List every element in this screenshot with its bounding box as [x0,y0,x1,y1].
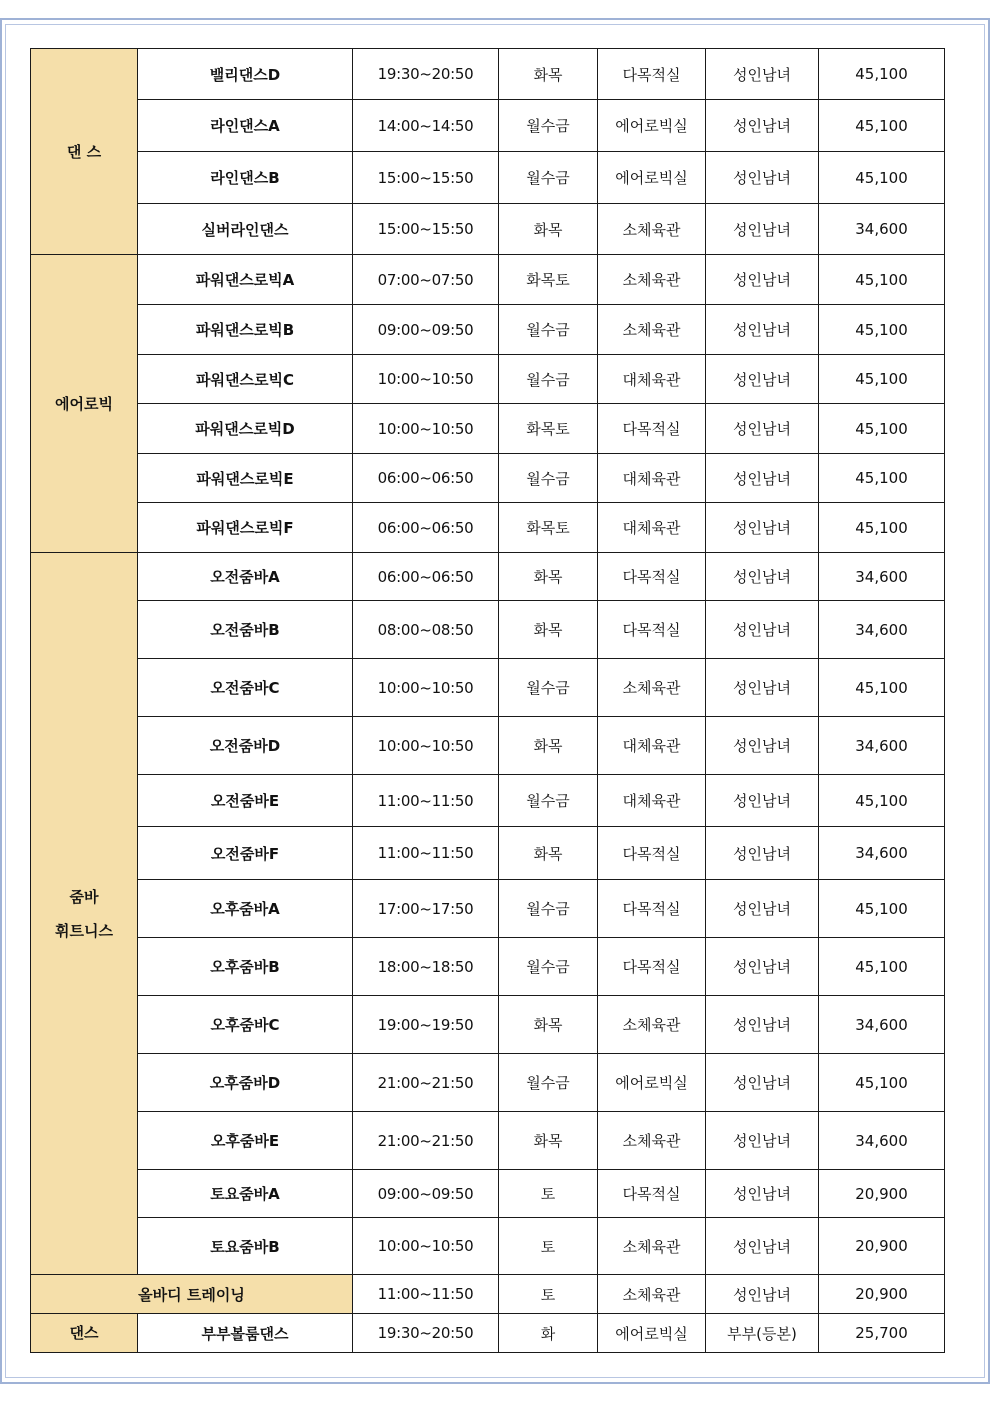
class-target: 성인남녀 [706,601,819,659]
class-room: 소체육관 [598,1112,706,1170]
table-row [31,1054,945,1112]
class-room: 다목적실 [598,553,706,601]
table-row [31,601,945,659]
class-days: 화목 [499,601,598,659]
class-days: 월수금 [499,152,598,204]
class-name: 오전줌바D [138,717,353,775]
class-target: 성인남녀 [706,152,819,204]
class-target: 성인남녀 [706,404,819,454]
class-days: 월수금 [499,775,598,827]
class-price: 45,100 [819,355,945,404]
table-row [31,1275,945,1314]
class-room: 소체육관 [598,255,706,305]
class-room: 소체육관 [598,659,706,717]
table-row [31,404,945,454]
class-room: 소체육관 [598,996,706,1054]
class-name: 라인댄스A [138,100,353,152]
class-target: 성인남녀 [706,659,819,717]
class-time: 19:00~19:50 [353,996,499,1054]
class-target: 성인남녀 [706,996,819,1054]
class-price: 34,600 [819,996,945,1054]
class-time: 15:00~15:50 [353,152,499,204]
class-target: 성인남녀 [706,503,819,553]
class-target: 성인남녀 [706,1170,819,1218]
class-days: 화목 [499,827,598,880]
class-target: 성인남녀 [706,880,819,938]
class-price: 45,100 [819,404,945,454]
class-days: 화목 [499,49,598,100]
class-name: 파워댄스로빅F [138,503,353,553]
table-row [31,1170,945,1218]
table-row [31,1112,945,1170]
class-price: 20,900 [819,1275,945,1314]
class-target: 성인남녀 [706,553,819,601]
class-price: 20,900 [819,1218,945,1275]
table-row [31,1314,945,1353]
class-price: 45,100 [819,503,945,553]
table-row [31,49,945,100]
class-room: 다목적실 [598,880,706,938]
class-name: 오후줌바B [138,938,353,996]
class-price: 45,100 [819,49,945,100]
class-time: 09:00~09:50 [353,1170,499,1218]
class-days: 화목토 [499,503,598,553]
class-room: 에어로빅실 [598,100,706,152]
class-room: 다목적실 [598,938,706,996]
class-price: 45,100 [819,305,945,355]
class-days: 월수금 [499,659,598,717]
table-row [31,938,945,996]
table-row [31,775,945,827]
class-room: 다목적실 [598,404,706,454]
class-room: 다목적실 [598,601,706,659]
class-time: 21:00~21:50 [353,1054,499,1112]
class-target: 성인남녀 [706,454,819,503]
class-target: 성인남녀 [706,1275,819,1314]
class-room: 다목적실 [598,49,706,100]
class-time: 06:00~06:50 [353,454,499,503]
class-target: 성인남녀 [706,827,819,880]
table-row [31,717,945,775]
class-days: 화목 [499,717,598,775]
class-days: 월수금 [499,454,598,503]
class-target: 성인남녀 [706,938,819,996]
class-time: 09:00~09:50 [353,305,499,355]
class-target: 성인남녀 [706,355,819,404]
class-days: 토 [499,1275,598,1314]
class-name: 실버라인댄스 [138,204,353,255]
table-row [31,454,945,503]
class-days: 화목 [499,1112,598,1170]
class-price: 34,600 [819,717,945,775]
class-price: 45,100 [819,659,945,717]
class-room: 다목적실 [598,827,706,880]
class-name: 오후줌바D [138,1054,353,1112]
table-row [31,827,945,880]
class-room: 에어로빅실 [598,1054,706,1112]
class-name: 오전줌바E [138,775,353,827]
class-days: 토 [499,1218,598,1275]
class-price: 34,600 [819,204,945,255]
class-price: 34,600 [819,827,945,880]
class-days: 월수금 [499,1054,598,1112]
table-row [31,152,945,204]
category-dance-couple: 댄스 [31,1314,138,1353]
class-target: 성인남녀 [706,204,819,255]
class-days: 월수금 [499,938,598,996]
class-name: 토요줌바B [138,1218,353,1275]
class-time: 11:00~11:50 [353,775,499,827]
table-row [31,553,945,601]
class-room: 에어로빅실 [598,152,706,204]
class-name: 오후줌바E [138,1112,353,1170]
class-name: 부부볼룸댄스 [138,1314,353,1353]
class-room: 대체육관 [598,454,706,503]
class-days: 월수금 [499,305,598,355]
class-price: 45,100 [819,1054,945,1112]
class-time: 18:00~18:50 [353,938,499,996]
class-target: 성인남녀 [706,775,819,827]
class-days: 토 [499,1170,598,1218]
class-room: 소체육관 [598,204,706,255]
class-price: 45,100 [819,880,945,938]
class-time: 19:30~20:50 [353,1314,499,1353]
class-price: 45,100 [819,100,945,152]
class-name: 오전줌바F [138,827,353,880]
class-days: 월수금 [499,880,598,938]
class-name: 파워댄스로빅C [138,355,353,404]
class-name: 오전줌바B [138,601,353,659]
class-target: 성인남녀 [706,1218,819,1275]
class-days: 화목토 [499,255,598,305]
class-time: 21:00~21:50 [353,1112,499,1170]
class-name: 오후줌바C [138,996,353,1054]
class-time: 06:00~06:50 [353,503,499,553]
class-days: 화목 [499,204,598,255]
class-name: 밸리댄스D [138,49,353,100]
class-price: 45,100 [819,775,945,827]
class-time: 10:00~10:50 [353,1218,499,1275]
class-name: 파워댄스로빅A [138,255,353,305]
class-room: 에어로빅실 [598,1314,706,1353]
table-row [31,880,945,938]
class-name: 파워댄스로빅E [138,454,353,503]
class-time: 08:00~08:50 [353,601,499,659]
class-price: 45,100 [819,255,945,305]
class-days: 월수금 [499,355,598,404]
category-dance: 댄 스 [31,49,138,255]
class-name: 오후줌바A [138,880,353,938]
class-days: 화목 [499,996,598,1054]
table-row [31,1218,945,1275]
class-target: 성인남녀 [706,1112,819,1170]
class-room: 대체육관 [598,775,706,827]
class-price: 45,100 [819,938,945,996]
class-time: 14:00~14:50 [353,100,499,152]
class-price: 34,600 [819,1112,945,1170]
class-target: 성인남녀 [706,255,819,305]
class-name: 파워댄스로빅B [138,305,353,355]
class-target: 성인남녀 [706,717,819,775]
class-target: 성인남녀 [706,1054,819,1112]
class-room: 소체육관 [598,1275,706,1314]
class-room: 대체육관 [598,503,706,553]
category-aerobic: 에어로빅 [31,255,138,553]
table-row [31,355,945,404]
table-row [31,100,945,152]
allbody-training-label: 올바디 트레이닝 [31,1275,353,1314]
class-price: 34,600 [819,553,945,601]
class-name: 라인댄스B [138,152,353,204]
class-price: 45,100 [819,152,945,204]
class-room: 소체육관 [598,1218,706,1275]
class-target: 성인남녀 [706,100,819,152]
category-line: 휘트니스 [55,921,113,940]
class-days: 월수금 [499,100,598,152]
class-time: 07:00~07:50 [353,255,499,305]
class-room: 다목적실 [598,1170,706,1218]
table-row [31,996,945,1054]
class-name: 파워댄스로빅D [138,404,353,454]
class-name: 토요줌바A [138,1170,353,1218]
category-line: 줌바 [69,887,99,906]
class-price: 34,600 [819,601,945,659]
class-days: 화목 [499,553,598,601]
class-target: 부부(등본) [706,1314,819,1353]
table-row [31,305,945,355]
class-target: 성인남녀 [706,305,819,355]
table-row [31,204,945,255]
class-room: 소체육관 [598,305,706,355]
class-price: 25,700 [819,1314,945,1353]
class-time: 17:00~17:50 [353,880,499,938]
class-schedule-table [30,48,945,1353]
class-room: 대체육관 [598,355,706,404]
class-time: 11:00~11:50 [353,1275,499,1314]
class-time: 10:00~10:50 [353,659,499,717]
table-row [31,255,945,305]
class-name: 오전줌바A [138,553,353,601]
class-time: 10:00~10:50 [353,404,499,454]
class-time: 15:00~15:50 [353,204,499,255]
class-time: 11:00~11:50 [353,827,499,880]
class-target: 성인남녀 [706,49,819,100]
class-room: 대체육관 [598,717,706,775]
class-days: 화목토 [499,404,598,454]
class-time: 10:00~10:50 [353,717,499,775]
class-price: 20,900 [819,1170,945,1218]
class-price: 45,100 [819,454,945,503]
class-days: 화 [499,1314,598,1353]
class-time: 10:00~10:50 [353,355,499,404]
table-row [31,503,945,553]
class-time: 19:30~20:50 [353,49,499,100]
category-zumba-fitness [31,553,138,1275]
class-time: 06:00~06:50 [353,553,499,601]
class-name: 오전줌바C [138,659,353,717]
table-row [31,659,945,717]
